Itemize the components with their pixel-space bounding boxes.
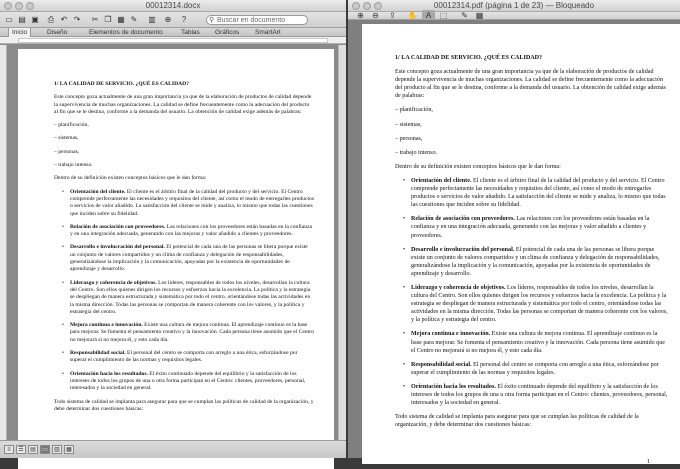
bullet-text: Existe una cultura de mejora continua. El aprendizaje continuo es la base para mejorar. Se fomenta el pensamiento creativo y la innovación. Cada persona tiene asumido que el Centro no mejorará si no mejora él, y esto cada día. — [70, 322, 314, 343]
list-item — [411, 361, 668, 377]
window-title: 00012314.pdf (página 1 de 23) — Bloqueado — [433, 1, 595, 10]
dash-item: – sistemas, — [54, 135, 79, 142]
horizontal-ruler[interactable] — [0, 37, 346, 44]
bullet-term: Mejora continua e innovación. — [70, 322, 143, 329]
dash-item: – sistemas, — [395, 121, 422, 128]
annotate-icon[interactable]: ✎ — [461, 11, 468, 20]
tab-smartart[interactable]: SmartArt — [255, 29, 281, 36]
concept-list — [395, 177, 668, 407]
bullet-term: Orientación del cliente. — [411, 177, 472, 184]
pdf-toolbar — [348, 12, 680, 20]
list-item — [411, 177, 668, 209]
tab-diseno[interactable]: Diseño — [47, 29, 68, 36]
bullet-term: Orientación hacia los resultados. — [70, 370, 148, 377]
tab-elementos-de-documento[interactable]: Elementos de documento — [89, 29, 163, 36]
closing-paragraph: Todo sistema de calidad se implanta para asegurar para que se cumplan las políticas de calidad de la organización, y debe determinar dos cuestiones básicas: — [54, 398, 314, 412]
new-doc-icon[interactable]: ▭ — [5, 15, 13, 24]
list-item — [70, 280, 314, 316]
lead-paragraph: Dentro de su definición existen conceptos básicos que le dan forma: — [395, 163, 561, 170]
bullet-term: Desarrollo e involucración del personal. — [411, 246, 515, 253]
lead-paragraph: Dentro de su definición existen conceptos básicos que le dan forma: — [54, 175, 207, 182]
redo-icon[interactable]: ↷ — [73, 15, 81, 24]
tab-inicio[interactable]: Inicio — [8, 28, 31, 37]
intro-paragraph: Este concepto goza actualmente de una gran importancia ya que de la elaboración de productos de calidad depende la supervivencia de muchas organizaciones. La calidad se define frecuentemente como la adecuación del producto al fin que se le destina, conforme a la demanda del usuario. La obtención de calidad exige además de palabras: — [54, 94, 312, 115]
bullet-text: El personal del centro se comporta con arreglo a una ética, esforzándose por superar el cumplimiento de las normas y requisitos legales. — [70, 350, 298, 364]
bullet-term: Liderazgo y coherencia de objetivos. — [411, 284, 506, 291]
bullet-text: El potencial de cada una de las personas se libera porque existe un conjunto de valores compartidos y un clima de confianza y delegación de responsabilidades, generalizándose la implicación y la comunicación, apoyadas por la existencia de oportunidades de aprendizaje y desarrollo. — [411, 246, 660, 277]
bullet-text: El éxito continuado depende del equilibrio y la satisfacción de los intereses de todos los grupos de una u otra forma participan en el Centro: clientes, proveedores, personal, interesados y la sociedad en general. — [411, 383, 668, 407]
concept-list — [54, 189, 314, 393]
dash-item: – personas, — [54, 148, 80, 155]
list-item — [411, 215, 668, 239]
zoom-in-icon[interactable]: ⊕ — [357, 11, 364, 20]
dash-item: – trabajo intenso. — [395, 149, 438, 156]
list-item — [411, 284, 668, 324]
vertical-scrollbar[interactable] — [338, 45, 346, 440]
list-item — [70, 189, 314, 218]
list-item — [411, 246, 668, 278]
share-icon[interactable]: ⇪ — [389, 11, 396, 20]
list-item — [411, 383, 668, 407]
pdf-view[interactable] — [348, 20, 680, 465]
list-item — [70, 371, 314, 393]
window-title: 00012314.docx — [145, 1, 201, 10]
bullet-text: Los líderes, responsables de todos los niveles, desarrollan la cultura del Centro. Son ellos quienes dirigen los recursos y esfuerzos hacia la excelencia. La política y la estrategia se despliegan de manera estructurada y sistemática por todo el centro, orientándose todas las actividades en la misma dirección. Todas las personas se comportan de manera coherente con los valores, y la política y estrategia del centro. — [70, 279, 311, 315]
zoom-icon[interactable]: ⊕ — [164, 15, 172, 24]
document-area — [0, 45, 346, 440]
draft-view-icon[interactable]: ≡ — [4, 445, 14, 454]
cut-icon[interactable]: ✂ — [91, 15, 99, 24]
bullet-text: El cliente es el árbitro final de la calidad del producto y del servicio. El Centro comprende perfectamente las necesidades y requisitos del cliente, así como el modo de entregarles productos o servicios de valor añadido. La satisfacción del cliente se mide y analiza, lo mismo que todas las cuestiones que inciden sobre su fidelidad. — [411, 177, 666, 209]
bullet-term: Responsabilidad social. — [70, 350, 126, 357]
bullet-term: Responsabilidad social. — [411, 361, 472, 368]
search-icon: ⚲ — [209, 17, 215, 24]
vertical-ruler[interactable] — [0, 45, 7, 440]
bullet-term: Relación de asociación con proveedores. — [70, 223, 166, 230]
word-window — [0, 0, 346, 458]
dash-item: – personas, — [395, 135, 423, 142]
list-item — [411, 330, 668, 354]
bullet-text: Existe una cultura de mejora continua. El aprendizaje continuo es la base para mejorar. Se fomenta el pensamiento creativo y la innovación. Cada persona tiene asumido que el Centro no mejorará si no mejora él, y esto cada día. — [411, 331, 665, 354]
zoom-out-icon[interactable]: ⊖ — [372, 11, 379, 20]
word-toolbar — [0, 12, 346, 28]
rect-select-icon[interactable]: ⬚ — [439, 11, 448, 20]
pdf-page[interactable] — [362, 24, 680, 464]
undo-icon[interactable]: ↶ — [60, 15, 68, 24]
bullet-text: El personal del centro se comporta con arreglo a una ética, esforzándose por superar el cumplimiento de las normas y requisitos legales. — [411, 361, 659, 376]
bullet-term: Orientación del cliente. — [70, 188, 126, 195]
dash-item: – planificación, — [395, 107, 433, 114]
bullet-text: Las relaciones con los proveedores están basadas en la confianza y en una integración adecuada, generando con las mejoras y valor añadido a clientes y proveedores. — [70, 223, 312, 238]
dash-item: – trabajo intenso. — [54, 162, 93, 169]
bullet-text: El potencial de cada una de las personas se libera porque existe un conjunto de valores compartidos y un clima de confianza y delegación de responsabilidades, generalizándose la implicación y la comunicación, apoyadas por la existencia de oportunidades de aprendizaje y desarrollo. — [70, 244, 308, 273]
pdf-window — [348, 0, 680, 465]
tab-tablas[interactable]: Tablas — [181, 29, 200, 36]
bullet-term: Mejora continua e innovación. — [411, 331, 491, 338]
text-select-icon[interactable]: A — [422, 10, 435, 21]
word-titlebar[interactable] — [0, 0, 346, 12]
focus-view-icon[interactable]: ▦ — [64, 445, 74, 454]
publishing-view-icon[interactable]: ▤ — [28, 445, 38, 454]
bullet-text: Las relaciones con los proveedores están basadas en la confianza y en una integración adecuada, generando con las mejoras y valor añadido a clientes y proveedores. — [411, 216, 650, 239]
list-item — [70, 322, 314, 344]
print-icon[interactable]: ⎙ — [47, 15, 55, 24]
ribbon-tabs — [0, 28, 346, 37]
list-item — [70, 350, 314, 365]
intro-paragraph: Este concepto goza actualmente de una gran importancia ya que de la elaboración de productos de calidad depende la supervivencia de muchas organizaciones. La calidad se define frecuentemente como la adecuación del producto al fin que se le destina, conforme a la demanda del usuario. La obtención de calidad exige además de palabras: — [395, 69, 666, 100]
search-input[interactable] — [206, 15, 308, 25]
toolbox-icon[interactable]: ▦ — [475, 11, 484, 20]
hand-tool-icon[interactable]: ✋ — [407, 11, 418, 20]
bullet-text: Los líderes, responsables de todos los niveles, desarrollan la cultura del Centro. Son ellos quienes dirigen los recursos y esfuerzos hacia la excelencia. La política y la estrategia se despliegan de manera estructurada y sistemática por todo el centro, orientándose todas las actividades en la misma dirección. Todas las personas se comportan de manera coherente con los valores, y la política y estrategia del centro. — [411, 284, 668, 324]
copy-icon[interactable]: ❐ — [104, 15, 112, 24]
bullet-text: El cliente es el árbitro final de la calidad del producto y del servicio. El Centro comprende perfectamente las necesidades y requisitos del cliente, así como el modo de entregarles productos o servicios de valor añadido. La satisfacción del cliente se mide y analiza, lo mismo que todas las cuestiones que inciden sobre su fidelidad. — [70, 188, 315, 217]
search-placeholder: Buscar en documento — [217, 17, 286, 24]
list-item — [70, 224, 314, 239]
format-painter-icon[interactable]: ✎ — [130, 15, 138, 24]
list-item — [70, 244, 314, 273]
open-folder-icon[interactable]: ▤ — [18, 15, 26, 24]
bullet-text: El éxito continuado depende del equilibrio y la satisfacción de los intereses de todos los grupos de una u otra forma participan en el Centro: clientes, proveedores, personal, interesados y la sociedad en general. — [70, 370, 306, 392]
status-bar — [0, 440, 346, 458]
bullet-term: Liderazgo y coherencia de objetivos. — [70, 279, 157, 286]
word-page[interactable] — [18, 49, 334, 469]
outline-view-icon[interactable]: ☰ — [16, 445, 26, 454]
tab-graficos[interactable]: Gráficos — [215, 29, 240, 36]
sidebar-icon[interactable]: ▥ — [148, 15, 156, 24]
bullet-term: Relación de asociación con proveedores. — [411, 216, 515, 223]
bullet-term: Orientación hacia los resultados. — [411, 383, 496, 390]
help-icon[interactable]: ? — [181, 15, 187, 24]
bullet-term: Desarrollo e involucración del personal. — [70, 244, 165, 251]
page-number: 1 — [646, 457, 650, 465]
dash-item: – planificación, — [54, 122, 89, 129]
notebook-view-icon[interactable]: ▥ — [52, 445, 62, 454]
doc-heading: 1/ LA CALIDAD DE SERVICIO. ¿QUÉ ES CALIDAD? — [54, 81, 190, 87]
doc-heading: 1/ LA CALIDAD DE SERVICIO. ¿QUÉ ES CALIDAD? — [395, 55, 543, 61]
closing-paragraph: Todo sistema de calidad se implanta para asegurar para que se cumplan las políticas de calidad de la organización, y debe determinar dos cuestiones básicas: — [395, 414, 639, 429]
print-layout-view-icon[interactable]: ▭ — [40, 445, 50, 454]
paste-icon[interactable]: ▦ — [117, 15, 125, 24]
save-icon[interactable]: ▣ — [31, 15, 39, 24]
